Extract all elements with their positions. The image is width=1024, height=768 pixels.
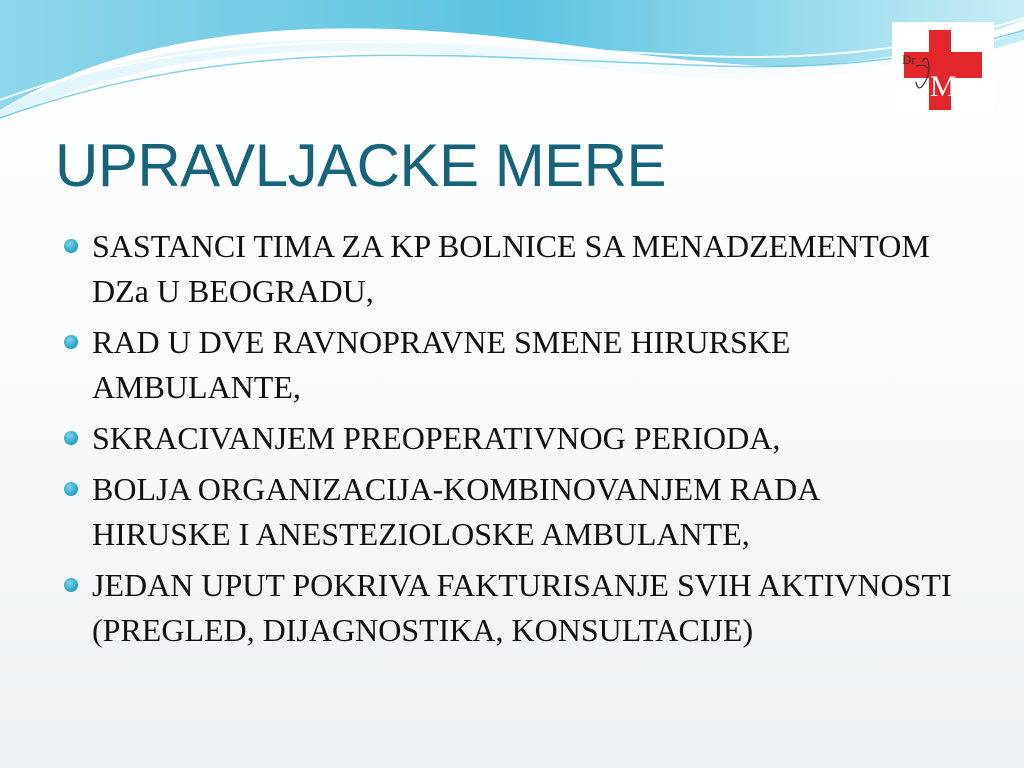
- bullet-item: [60, 416, 960, 461]
- bullet-list: [60, 224, 960, 659]
- slide-title: UPRAVLJACKE MERE: [55, 132, 667, 199]
- bullet-text: SKRACIVANJEM PREOPERATIVNOG PERIODA,: [92, 420, 781, 456]
- bullet-dot-icon: [64, 431, 78, 445]
- logo-m-text: M: [930, 70, 957, 103]
- red-cross-icon: [892, 22, 994, 116]
- bullet-dot-icon: [64, 482, 78, 496]
- bullet-dot-icon: [64, 335, 78, 349]
- dr-m-logo: [892, 22, 994, 116]
- bullet-dot-icon: [64, 239, 78, 253]
- bullet-text: BOLJA ORGANIZACIJA-KOMBINOVANJEM RADA HIRUSKE I ANESTEZIOLOSKE AMBULANTE,: [92, 471, 819, 552]
- bullet-text: JEDAN UPUT POKRIVA FAKTURISANJE SVIH AKTIVNOSTI (PREGLED, DIJAGNOSTIKA, KONSULTACIJE): [92, 567, 952, 648]
- logo-dr-text: Dr: [902, 52, 916, 67]
- bullet-item: [60, 224, 960, 314]
- bullet-item: [60, 467, 960, 557]
- bullet-text: SASTANCI TIMA ZA KP BOLNICE SA MENADZEMENTOM DZa U BEOGRADU,: [92, 228, 930, 309]
- bullet-dot-icon: [64, 578, 78, 592]
- bullet-item: [60, 563, 960, 653]
- bullet-text: RAD U DVE RAVNOPRAVNE SMENE HIRURSKE AMBULANTE,: [92, 324, 791, 405]
- bullet-item: [60, 320, 960, 410]
- header-wave-decoration: [0, 0, 1024, 130]
